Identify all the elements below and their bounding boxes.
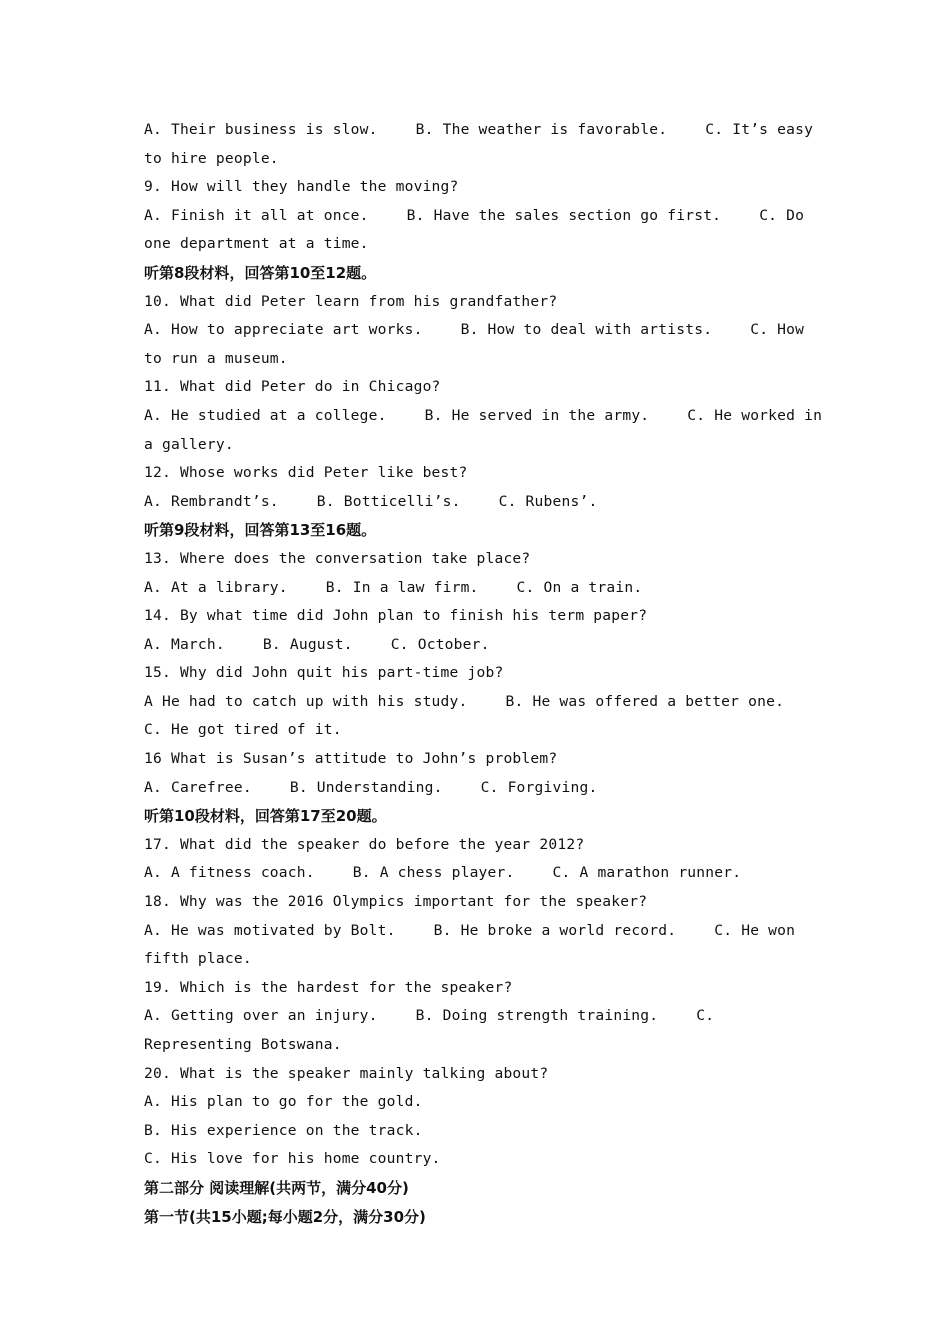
- q12-question: 12. Whose works did Peter like best?: [144, 464, 468, 482]
- q11-option-a: A. He studied at a college.: [144, 406, 387, 424]
- q10-option-c: C. How to run a museum.: [144, 321, 814, 367]
- q13-option-a: A. At a library.: [144, 578, 288, 596]
- q14-options: [144, 631, 824, 660]
- part-two-heading: 第二部分 阅读理解(共两节，满分40分): [144, 1178, 409, 1197]
- q10-option-a: A. How to appreciate art works.: [144, 321, 423, 339]
- q14-question: 14. By what time did John plan to finish his term paper?: [144, 607, 648, 625]
- q18-options: [144, 917, 824, 974]
- exam-page: [144, 116, 832, 1231]
- q20-option-a: A. His plan to go for the gold.: [144, 1093, 423, 1111]
- q13-option-c: C. On a train.: [516, 578, 643, 596]
- q13-options: [144, 574, 824, 603]
- q17-option-b: B. A chess player.: [352, 864, 515, 882]
- q18-option-a: A. He was motivated by Bolt.: [144, 921, 396, 939]
- q19-options: [144, 1002, 824, 1059]
- q14-option-c: C. October.: [390, 635, 490, 653]
- q9-options: [144, 202, 824, 259]
- section-heading-10: 听第10段材料，回答第17至20题。: [144, 807, 387, 826]
- q10-option-b: B. How to deal with artists.: [460, 321, 713, 339]
- section-heading-8: 听第8段材料，回答第10至12题。: [144, 263, 377, 282]
- q8-option-c: C. It’s easy to hire people.: [144, 121, 823, 167]
- q19-option-b: B. Doing strength training.: [415, 1007, 659, 1025]
- q10-options: [144, 316, 824, 373]
- q9-option-b: B. Have the sales section go first.: [406, 206, 722, 224]
- q9-option-a: A. Finish it all at once.: [144, 206, 369, 224]
- q16-option-c: C. Forgiving.: [480, 778, 598, 796]
- q17-options: [144, 859, 824, 888]
- q17-option-a: A. A fitness coach.: [144, 864, 315, 882]
- section-heading-9: 听第9段材料，回答第13至16题。: [144, 521, 377, 540]
- part-two-section-one-heading: 第一节(共15小题;每小题2分，满分30分): [144, 1207, 426, 1226]
- q18-option-b: B. He broke a world record.: [433, 921, 677, 939]
- q11-option-b: B. He served in the army.: [424, 406, 650, 424]
- q9-question: 9. How will they handle the moving?: [144, 178, 459, 196]
- q19-option-c: C. Representing Botswana.: [144, 1007, 724, 1053]
- q17-option-c: C. A marathon runner.: [552, 864, 742, 882]
- q16-option-b: B. Understanding.: [289, 778, 443, 796]
- q20-option-b: B. His experience on the track.: [144, 1121, 423, 1139]
- q20-option-c: C. His love for his home country.: [144, 1150, 441, 1168]
- q11-question: 11. What did Peter do in Chicago?: [144, 378, 441, 396]
- q15-option-c: C. He got tired of it.: [144, 721, 342, 739]
- q13-option-b: B. In a law firm.: [325, 578, 479, 596]
- q12-option-b: B. Botticelli’s.: [316, 492, 461, 510]
- q15-option-b: B. He was offered a better one.: [505, 692, 785, 710]
- q19-option-a: A. Getting over an injury.: [144, 1007, 378, 1025]
- q16-option-a: A. Carefree.: [144, 778, 252, 796]
- q13-question: 13. Where does the conversation take place?: [144, 549, 531, 567]
- q12-option-c: C. Rubens’.: [498, 492, 598, 510]
- q15-options-ab: [144, 688, 824, 717]
- q11-option-c: C. He worked in a gallery.: [144, 406, 832, 453]
- q14-option-b: B. August.: [262, 635, 353, 653]
- q8-option-b: B. The weather is favorable.: [415, 121, 668, 138]
- q18-option-c: C. He won fifth place.: [144, 921, 805, 968]
- q15-question: 15. Why did John quit his part-time job?: [144, 664, 504, 682]
- q14-option-a: A. March.: [144, 635, 225, 653]
- q8-options: [144, 116, 824, 173]
- q17-question: 17. What did the speaker do before the year 2012?: [144, 835, 585, 853]
- q12-option-a: A. Rembrandt’s.: [144, 492, 279, 510]
- q20-question: 20. What is the speaker mainly talking about?: [144, 1064, 549, 1082]
- q16-question: 16 What is Susan’s attitude to John’s problem?: [144, 750, 558, 768]
- q15-option-a: A He had to catch up with his study.: [144, 692, 468, 710]
- q12-options: [144, 488, 824, 517]
- q18-question: 18. Why was the 2016 Olympics important for the speaker?: [144, 893, 648, 911]
- q10-question: 10. What did Peter learn from his grandfather?: [144, 292, 558, 310]
- q9-option-c: C. Do one department at a time.: [144, 206, 814, 253]
- q19-question: 19. Which is the hardest for the speaker?: [144, 978, 513, 996]
- q16-options: [144, 774, 824, 803]
- q11-options: [144, 402, 832, 459]
- q8-option-a: A. Their business is slow.: [144, 121, 378, 138]
